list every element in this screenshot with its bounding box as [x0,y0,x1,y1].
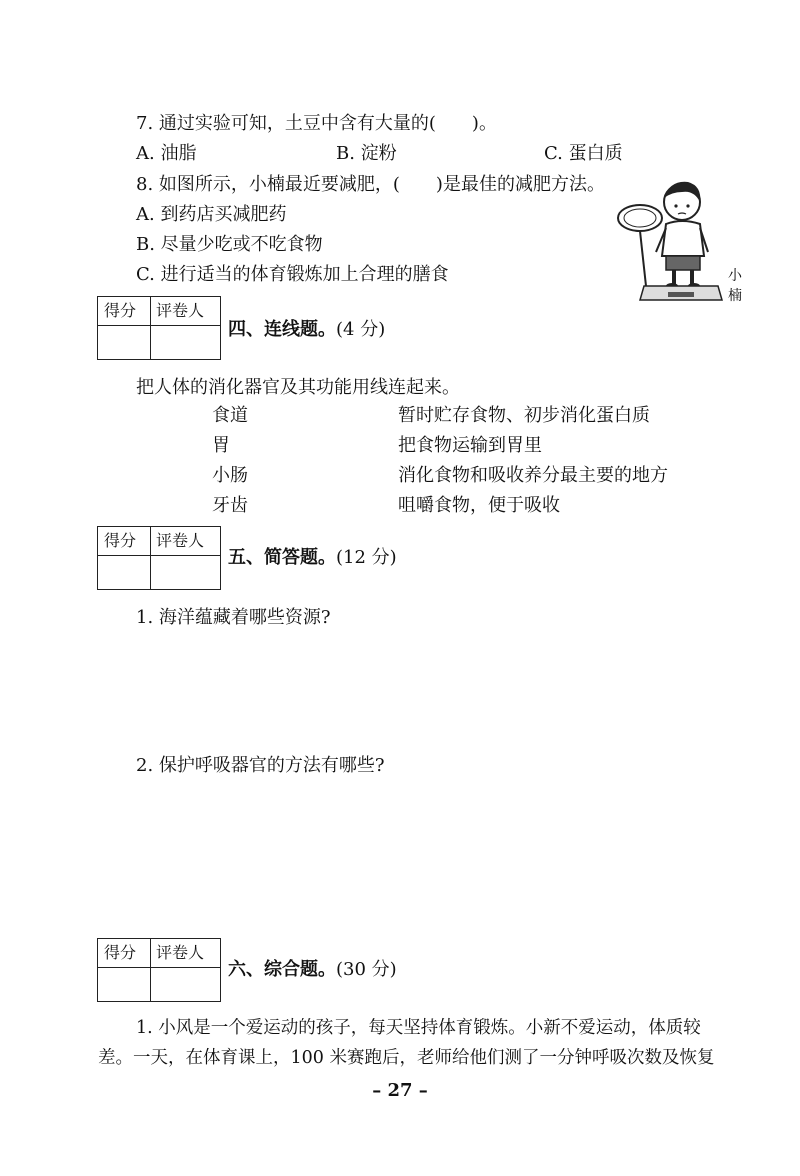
organ-esophagus: 食道 [212,405,248,426]
score-label: 得分 [104,301,137,320]
q7-option-a: A. 油脂 [136,143,197,164]
grader-label: 评卷人 [156,301,205,320]
score-box-section6 [97,938,221,1002]
score-label: 得分 [104,943,137,962]
section4-title: 四、连线题。(4 分) [228,319,386,340]
section5-title: 五、简答题。(12 分) [228,547,397,568]
q8-option-b: B. 尽量少吃或不吃食物 [136,234,323,255]
section4-instruction: 把人体的消化器官及其功能用线连起来。 [136,377,460,398]
child-on-scale-illustration [610,168,740,308]
q7-option-c: C. 蛋白质 [544,143,623,164]
q7-stem: 7. 通过实验可知，土豆中含有大量的( )。 [136,113,497,134]
grader-label: 评卷人 [156,531,205,550]
q8-option-c: C. 进行适当的体育锻炼加上合理的膳食 [136,264,449,285]
section6-paragraph-line1: 1. 小风是一个爱运动的孩子，每天坚持体育锻炼。小新不爱运动，体质较 [136,1018,701,1038]
section5-question-1: 1. 海洋蕴藏着哪些资源? [136,607,331,628]
score-box-section5 [97,526,221,590]
page-number: – 27 – [372,1080,428,1101]
q7-option-b: B. 淀粉 [336,143,397,164]
figure-label: 小 楠 [728,268,742,304]
organ-small-intestine: 小肠 [212,465,248,486]
organ-teeth: 牙齿 [212,495,248,516]
function-4: 咀嚼食物，便于吸收 [398,495,560,516]
section6-title: 六、综合题。(30 分) [228,959,397,980]
q8-option-a: A. 到药店买减肥药 [136,204,287,225]
function-1: 暂时贮存食物、初步消化蛋白质 [398,405,650,426]
q8-stem: 8. 如图所示，小楠最近要减肥，( )是最佳的减肥方法。 [136,174,605,195]
grader-label: 评卷人 [156,943,205,962]
score-box-section4 [97,296,221,360]
function-3: 消化食物和吸收养分最主要的地方 [398,465,668,486]
section5-question-2: 2. 保护呼吸器官的方法有哪些? [136,755,385,776]
score-label: 得分 [104,531,137,550]
section6-paragraph-line2: 差。一天，在体育课上，100 米赛跑后，老师给他们测了一分钟呼吸次数及恢复 [98,1048,715,1068]
organ-stomach: 胃 [212,435,230,456]
function-2: 把食物运输到胃里 [398,435,542,456]
